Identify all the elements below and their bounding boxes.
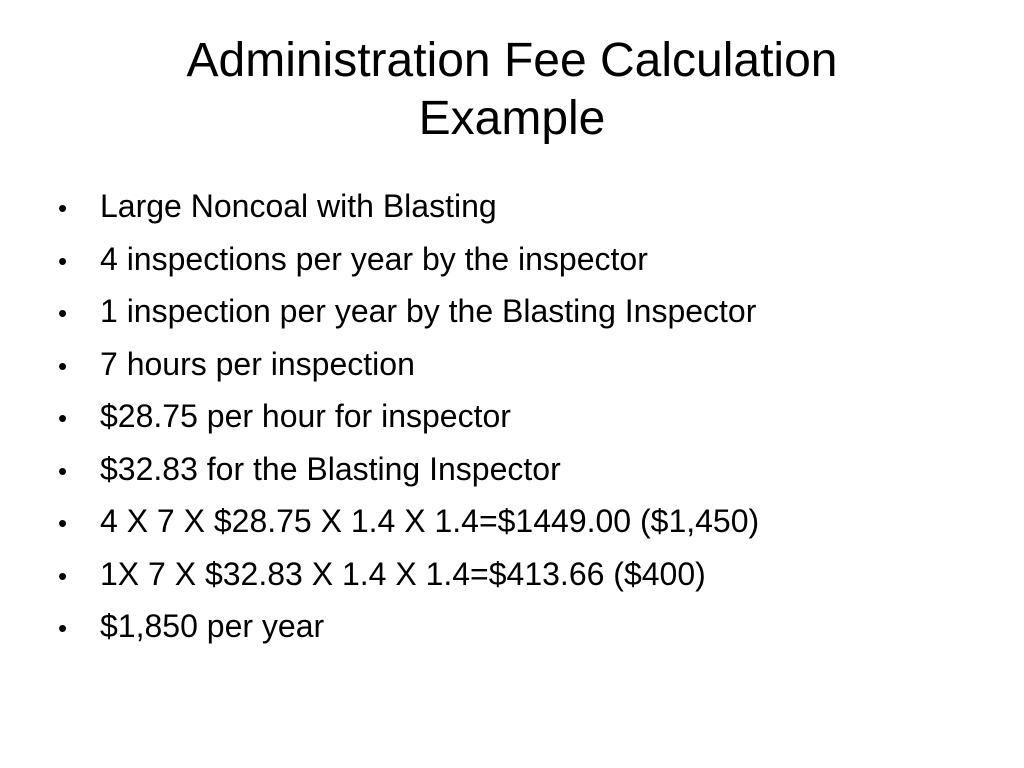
slide-title <box>0 32 1024 148</box>
bullet-item <box>58 600 998 653</box>
bullet-text: 1X 7 X $32.83 X 1.4 X 1.4=$413.66 ($400) <box>100 555 706 592</box>
bullet-text: 1 inspection per year by the Blasting Inspector <box>100 293 757 329</box>
bullet-text: 4 inspections per year by the inspector <box>100 240 648 277</box>
bullet-item <box>58 233 998 286</box>
bullet-item <box>58 390 998 443</box>
bullet-item <box>58 495 998 548</box>
bullet-dot-icon: • <box>58 350 68 381</box>
bullet-dot-icon: • <box>58 455 68 486</box>
title-line-1: Administration Fee Calculation <box>186 34 838 87</box>
bullet-dot-icon: • <box>58 245 68 276</box>
bullet-text: $28.75 per hour for inspector <box>100 398 511 434</box>
bullet-item <box>58 338 998 391</box>
title-line-2: Example <box>418 92 606 145</box>
bullet-text: $32.83 for the Blasting Inspector <box>100 450 561 487</box>
bullet-text: Large Noncoal with Blasting <box>100 188 497 224</box>
bullet-item <box>58 443 998 496</box>
bullet-item <box>58 548 998 601</box>
bullet-item <box>58 285 998 338</box>
bullet-text: 4 X 7 X $28.75 X 1.4 X 1.4=$1449.00 ($1,450) <box>100 503 760 539</box>
bullet-list <box>58 180 998 653</box>
bullet-dot-icon: • <box>58 560 68 591</box>
bullet-text: $1,850 per year <box>100 608 325 644</box>
bullet-item <box>58 180 998 233</box>
bullet-dot-icon: • <box>58 193 68 223</box>
bullet-dot-icon: • <box>58 403 68 433</box>
bullet-dot-icon: • <box>58 613 68 643</box>
bullet-text: 7 hours per inspection <box>100 345 415 382</box>
bullet-dot-icon: • <box>58 298 68 328</box>
bullet-dot-icon: • <box>58 508 68 538</box>
